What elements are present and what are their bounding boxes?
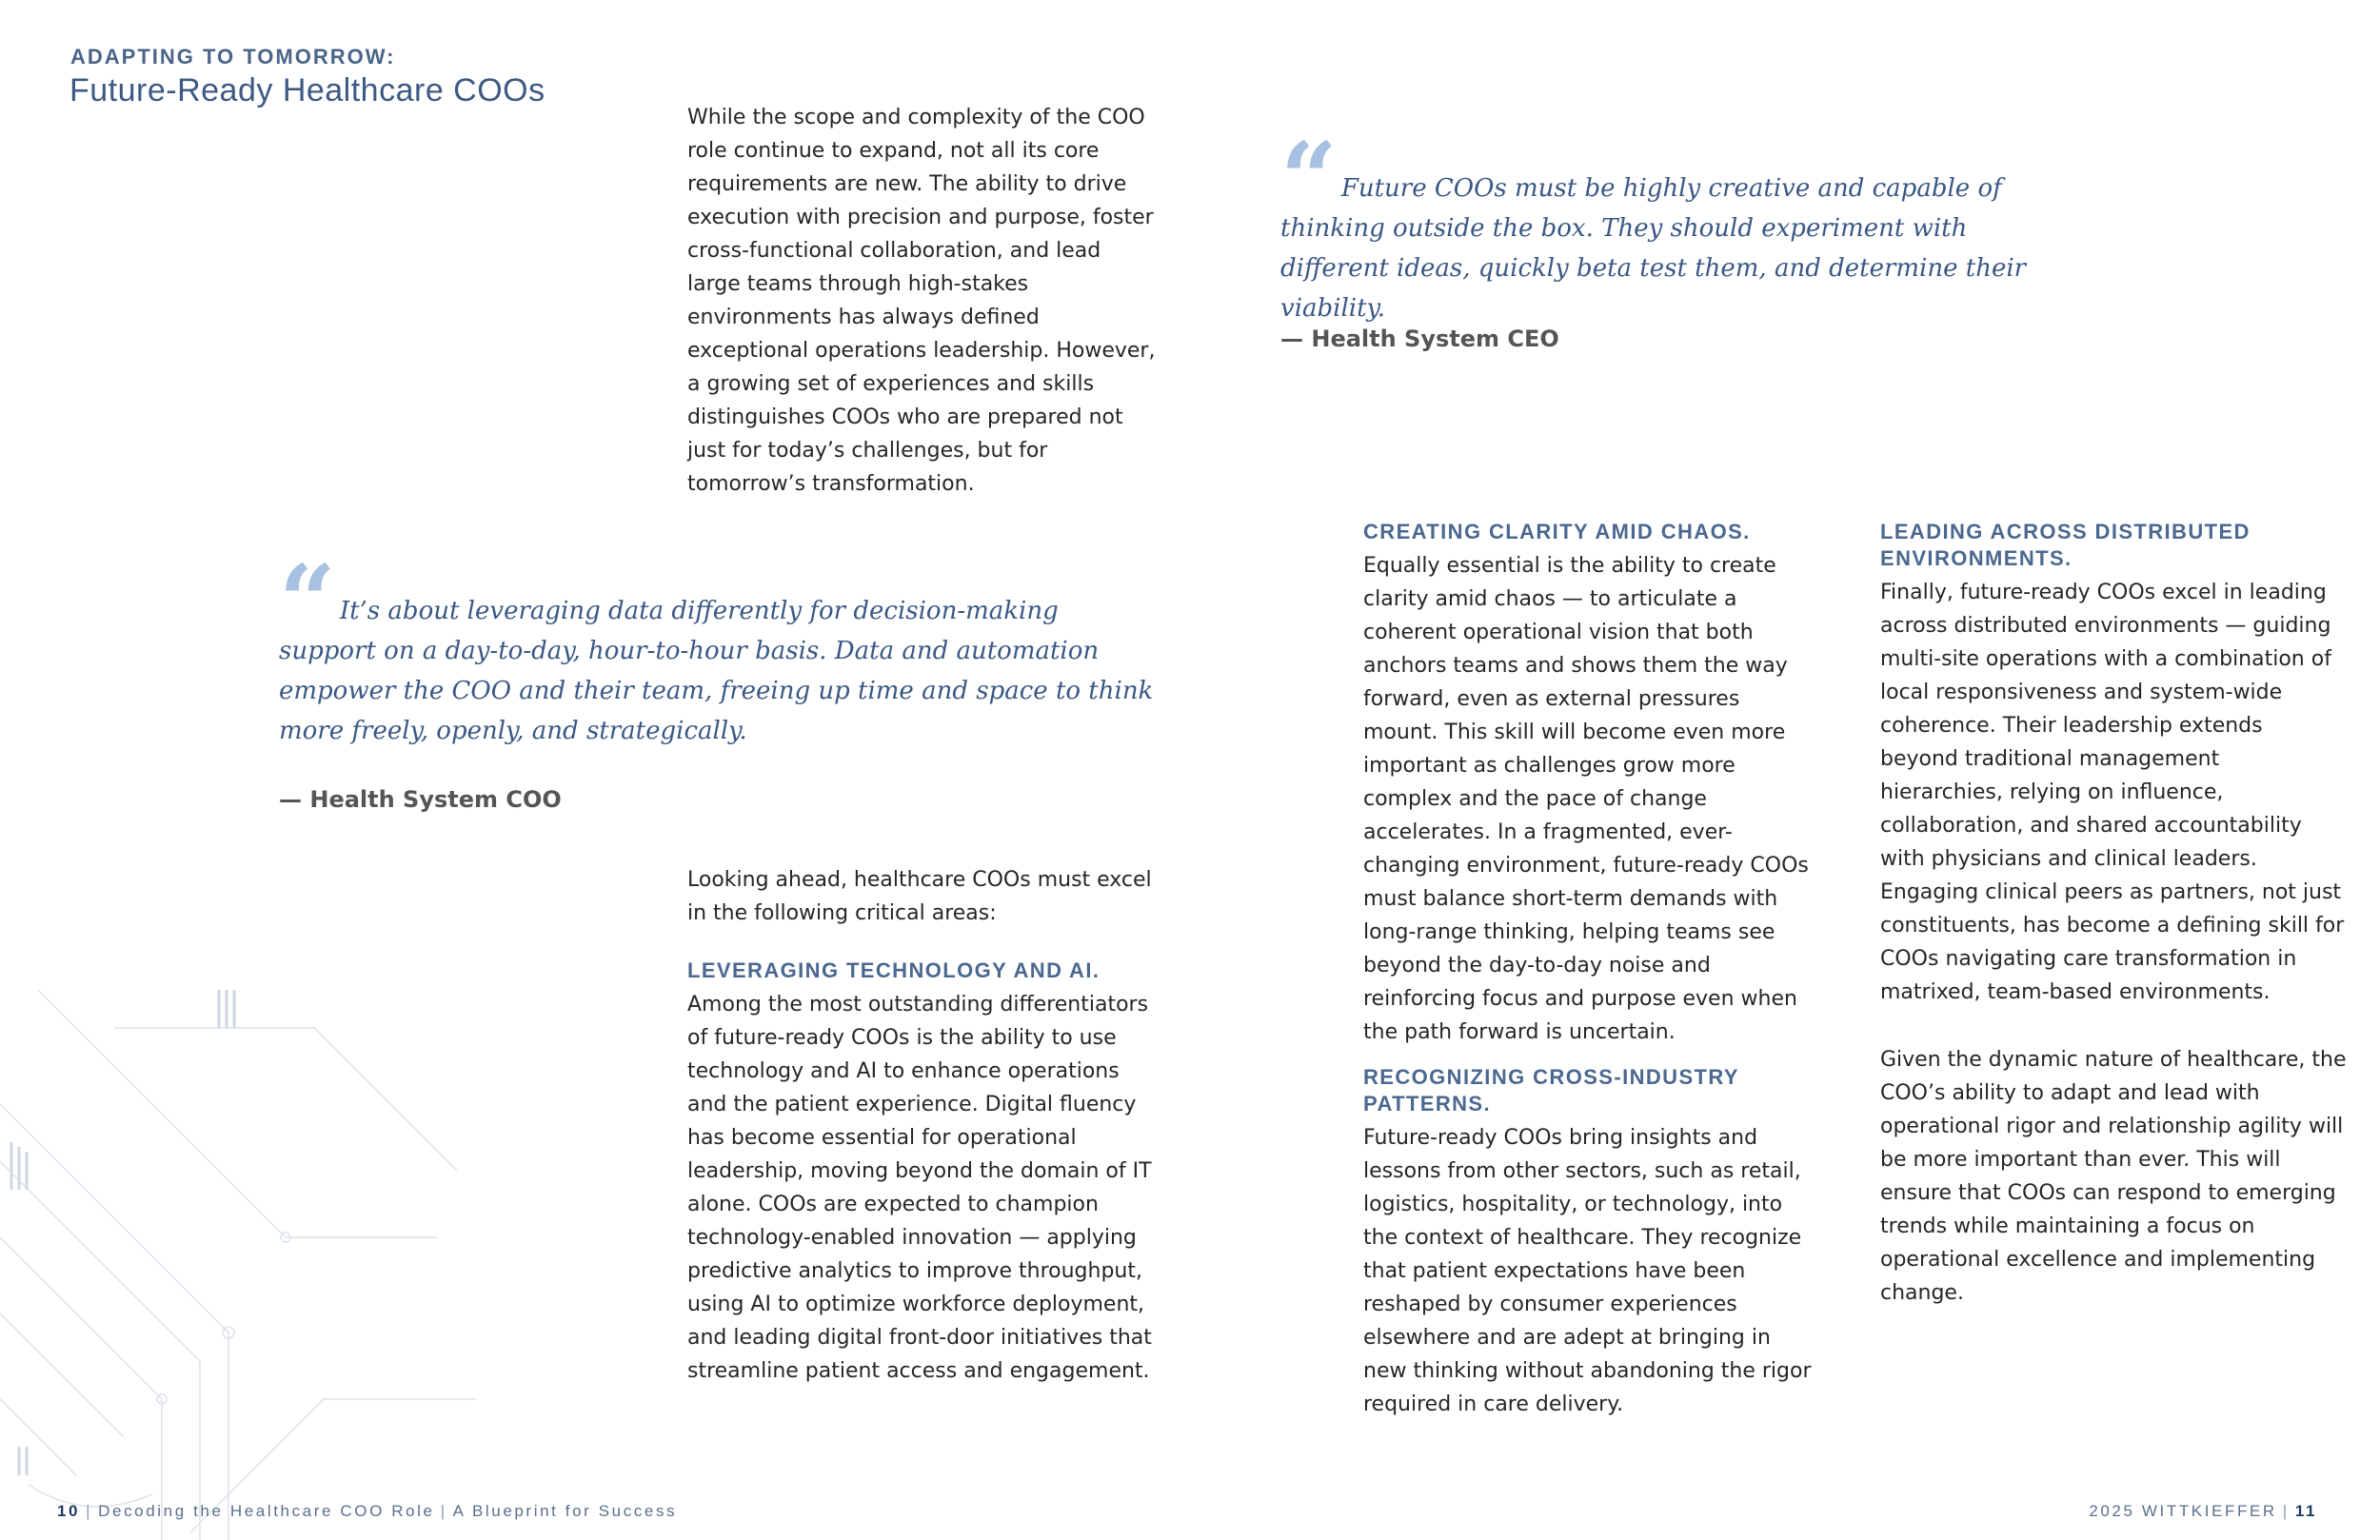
section-clarity: [1363, 519, 1820, 1049]
closing-paragraph: Given the dynamic nature of healthcare, the COO’s ability to adapt and lead with operational rigor and relationship agility will be more important than ever. This will ensure that COOs can respond to emerging trends while maintaining a focus on operational excellence and implementing change.: [1880, 1048, 2347, 1305]
footer-doc-subtitle: A Blueprint for Success: [452, 1502, 678, 1520]
section-heading: CREATING CLARITY AMID CHAOS.: [1363, 520, 1751, 543]
page-title: Future-Ready Healthcare COOs: [69, 72, 545, 109]
background-line-art: [0, 952, 495, 1540]
section-body: Future-ready COOs bring insights and lessons from other sectors, such as retail, logistics, hospitality, or technology, into the context of healthcare. They recognize that patient expectations have been reshaped by consumer experiences elsewhere and are adept at bringing in new thinking without abandoning the rigor required in care delivery.: [1363, 1126, 1812, 1416]
section-kicker: ADAPTING TO TOMORROW:: [70, 45, 396, 69]
quote-attribution-coo: — Health System COO: [279, 786, 562, 813]
section-heading: RECOGNIZING CROSS-INDUSTRY PATTERNS.: [1363, 1065, 1739, 1116]
footer-doc-title: Decoding the Healthcare COO Role: [98, 1502, 435, 1520]
open-quote-icon: “: [279, 543, 336, 660]
pull-quote-ceo: [1280, 120, 2080, 328]
quote-text: It’s about leveraging data differently for decision-making support on a day-to-day, hour-to-hour basis. Data and automation empower the COO and their team, freeing up time and space to think more freely, openly, and strategically.: [279, 597, 1154, 745]
page-number-right: 11: [2294, 1502, 2317, 1520]
lead-in-paragraph: Looking ahead, healthcare COOs must excel in the following critical areas:: [687, 868, 1152, 925]
footer-brand: 2025 WITTKIEFFER: [2089, 1502, 2277, 1520]
intro-paragraph: While the scope and complexity of the COO role continue to expand, not all its core requirements are new. The ability to drive execution with precision and purpose, foster cross-functional collaboration, and lead large teams through high-stakes environments has always defined exceptional operations leadership. However, a growing set of experiences and skills distinguishes COOs who are prepared not just for today’s challenges, but for tomorrow’s transformation.: [687, 106, 1156, 496]
open-quote-icon: “: [1280, 120, 1338, 237]
section-cross-industry: [1363, 1064, 1812, 1421]
quote-text: Future COOs must be highly creative and capable of thinking outside the box. They should experiment with different ideas, quickly beta test them, and determine their viability.: [1280, 174, 2027, 323]
pull-quote-coo: [279, 543, 1155, 751]
section-technology: [687, 958, 1163, 1388]
section-distributed: [1880, 519, 2347, 1009]
footer-right: 2025 WITTKIEFFER | 11: [2089, 1502, 2317, 1520]
footer-left: 10 | Decoding the Healthcare COO Role | A Blueprint for Success: [57, 1502, 678, 1520]
section-body: Finally, future-ready COOs excel in leading across distributed environments — guiding multi-site operations with a combination of local responsiveness and system-wide coherence. Their leadership extends beyond traditional management hierarchies, relying on influence, collaboration, and shared accountability with physicians and clinical leaders. Engaging clinical peers as partners, not just constituents, has become a defining skill for COOs navigating care transformation in matrixed, team-based environments.: [1880, 581, 2345, 1004]
quote-attribution-ceo: — Health System CEO: [1280, 326, 1559, 352]
section-body: Equally essential is the ability to create clarity amid chaos — to articulate a coherent operational vision that both anchors teams and shows them the way forward, even as external pressures mount. This skill will become even more important as challenges grow more complex and the pace of change accelerates. In a fragmented, ever-changing environment, future-ready COOs must balance short-term demands with long-range thinking, helping teams see beyond the day-to-day noise and reinforcing focus and purpose even when the path forward is uncertain.: [1363, 554, 1809, 1044]
section-heading: LEADING ACROSS DISTRIBUTED ENVIRONMENTS.: [1880, 520, 2251, 570]
section-body: Among the most outstanding differentiators of future-ready COOs is the ability to use technology and AI to enhance operations and the patient experience. Digital fluency has become essential for operational leadership, moving beyond the domain of IT alone. COOs are expected to champion technology-enabled innovation — applying predictive analytics to improve throughput, using AI to optimize workforce deployment, and leading digital front-door initiatives that streamline patient access and engagement.: [687, 993, 1152, 1383]
page-number-left: 10: [57, 1502, 81, 1520]
section-heading: LEVERAGING TECHNOLOGY AND AI.: [687, 958, 1101, 982]
